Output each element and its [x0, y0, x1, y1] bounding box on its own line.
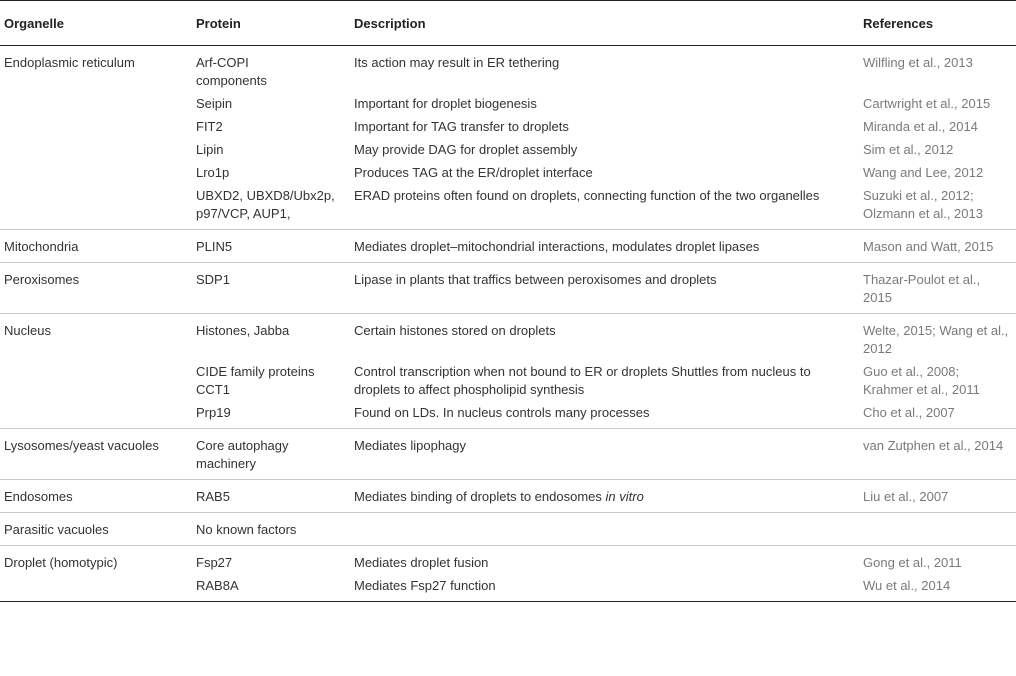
- protein-cell: Arf-COPI components: [196, 55, 267, 88]
- reference-cell: Gong et al., 2011: [863, 555, 962, 570]
- description-cell: ERAD proteins often found on droplets, connecting function of the two organelles: [350, 182, 859, 230]
- organelle-cell: Endosomes: [0, 480, 192, 513]
- organelle-cell-empty: [0, 159, 192, 182]
- table-row: [0, 46, 1016, 91]
- table-body: [0, 46, 1016, 602]
- organelle-cell: Droplet (homotypic): [4, 555, 118, 570]
- organelle-cell: Peroxisomes: [0, 263, 192, 314]
- table-row: [0, 136, 1016, 159]
- protein-cell: CIDE family proteins CCT1: [196, 364, 315, 397]
- organelle-cell-empty: [0, 399, 192, 429]
- table-row: [0, 546, 1016, 573]
- header-description: Description: [350, 1, 859, 46]
- reference-cell: Thazar-Poulot et al., 2015: [859, 263, 1016, 314]
- header-references: References: [859, 1, 1016, 46]
- reference-cell: Liu et al., 2007: [859, 480, 1016, 513]
- reference-cell: van Zutphen et al., 2014: [859, 429, 1016, 480]
- description-cell: Important for TAG transfer to droplets: [354, 119, 569, 134]
- description-cell: Mediates droplet fusion: [354, 555, 489, 570]
- header-organelle: Organelle: [0, 1, 192, 46]
- description-cell: Mediates droplet–mitochondrial interactions, modulates droplet lipases: [350, 230, 859, 263]
- reference-cell: Guo et al., 2008; Krahmer et al., 2011: [863, 364, 980, 397]
- table-row: [0, 358, 1016, 399]
- description-cell: Control transcription when not bound to ER or droplets Shuttles from nucleus to droplets to affect phospholipid synthesis: [354, 364, 811, 397]
- reference-cell: Cho et al., 2007: [859, 399, 1016, 429]
- header-row: [0, 1, 1016, 46]
- protein-cell: RAB5: [192, 480, 350, 513]
- table-row: [0, 263, 1016, 314]
- table-header: [0, 1, 1016, 46]
- protein-cell: Lipin: [196, 142, 224, 157]
- table-row: [0, 399, 1016, 429]
- reference-cell: Cartwright et al., 2015: [863, 96, 991, 111]
- protein-cell: No known factors: [192, 513, 350, 546]
- organelle-cell: Endoplasmic reticulum: [4, 55, 135, 70]
- protein-cell: FIT2: [196, 119, 223, 134]
- organelle-cell: Parasitic vacuoles: [0, 513, 192, 546]
- protein-cell: SDP1: [192, 263, 350, 314]
- description-italic-text: in vitro: [605, 489, 644, 504]
- protein-cell: Histones, Jabba: [196, 323, 290, 338]
- table-row: [0, 513, 1016, 546]
- organelle-cell: Nucleus: [4, 323, 51, 338]
- description-cell: Found on LDs. In nucleus controls many processes: [350, 399, 859, 429]
- protein-cell: Lro1p: [196, 165, 230, 180]
- table-row: [0, 230, 1016, 263]
- table-row: [0, 159, 1016, 182]
- reference-cell: Miranda et al., 2014: [863, 119, 978, 134]
- organelle-cell: Mitochondria: [0, 230, 192, 263]
- table-row: [0, 480, 1016, 513]
- reference-cell: Wang and Lee, 2012: [863, 165, 984, 180]
- description-cell: Produces TAG at the ER/droplet interface: [354, 165, 593, 180]
- protein-cell: Fsp27: [196, 555, 233, 570]
- organelle-cell-empty: [0, 572, 192, 602]
- protein-cell: UBXD2, UBXD8/Ubx2p, p97/VCP, AUP1,: [192, 182, 350, 230]
- organelle-cell-empty: [0, 358, 192, 399]
- description-cell: Its action may result in ER tethering: [354, 55, 560, 70]
- table-row: [0, 90, 1016, 113]
- table-row: [0, 182, 1016, 230]
- protein-cell: PLIN5: [192, 230, 350, 263]
- organelle-cell: Lysosomes/yeast vacuoles: [0, 429, 192, 480]
- reference-cell: [859, 513, 1016, 546]
- organelle-cell-empty: [0, 90, 192, 113]
- reference-cell: Mason and Watt, 2015: [859, 230, 1016, 263]
- header-protein: Protein: [192, 1, 350, 46]
- organelle-cell-empty: [0, 182, 192, 230]
- protein-cell: RAB8A: [192, 572, 350, 602]
- reference-cell: Wu et al., 2014: [859, 572, 1016, 602]
- description-cell: [350, 513, 859, 546]
- reference-cell: Sim et al., 2012: [863, 142, 954, 157]
- protein-cell: Prp19: [192, 399, 350, 429]
- description-cell: Certain histones stored on droplets: [354, 323, 556, 338]
- table-row: [0, 113, 1016, 136]
- reference-cell: Welte, 2015; Wang et al., 2012: [863, 323, 1009, 356]
- organelle-cell-empty: [0, 113, 192, 136]
- reference-cell: Suzuki et al., 2012; Olzmann et al., 2013: [859, 182, 1016, 230]
- protein-cell: Seipin: [196, 96, 233, 111]
- description-cell: [350, 480, 859, 513]
- description-cell: Important for droplet biogenesis: [354, 96, 537, 111]
- protein-cell: Core autophagy machinery: [192, 429, 350, 480]
- description-cell: May provide DAG for droplet assembly: [354, 142, 578, 157]
- table-row: [0, 429, 1016, 480]
- organelle-cell-empty: [0, 136, 192, 159]
- description-cell: Lipase in plants that traffics between peroxisomes and droplets: [350, 263, 859, 314]
- description-cell: Mediates lipophagy: [350, 429, 859, 480]
- reference-cell: Wilfling et al., 2013: [863, 55, 973, 70]
- table-row: [0, 572, 1016, 602]
- description-cell: Mediates Fsp27 function: [350, 572, 859, 602]
- description-text: Mediates binding of droplets to endosomes: [354, 489, 602, 504]
- table-row: [0, 314, 1016, 359]
